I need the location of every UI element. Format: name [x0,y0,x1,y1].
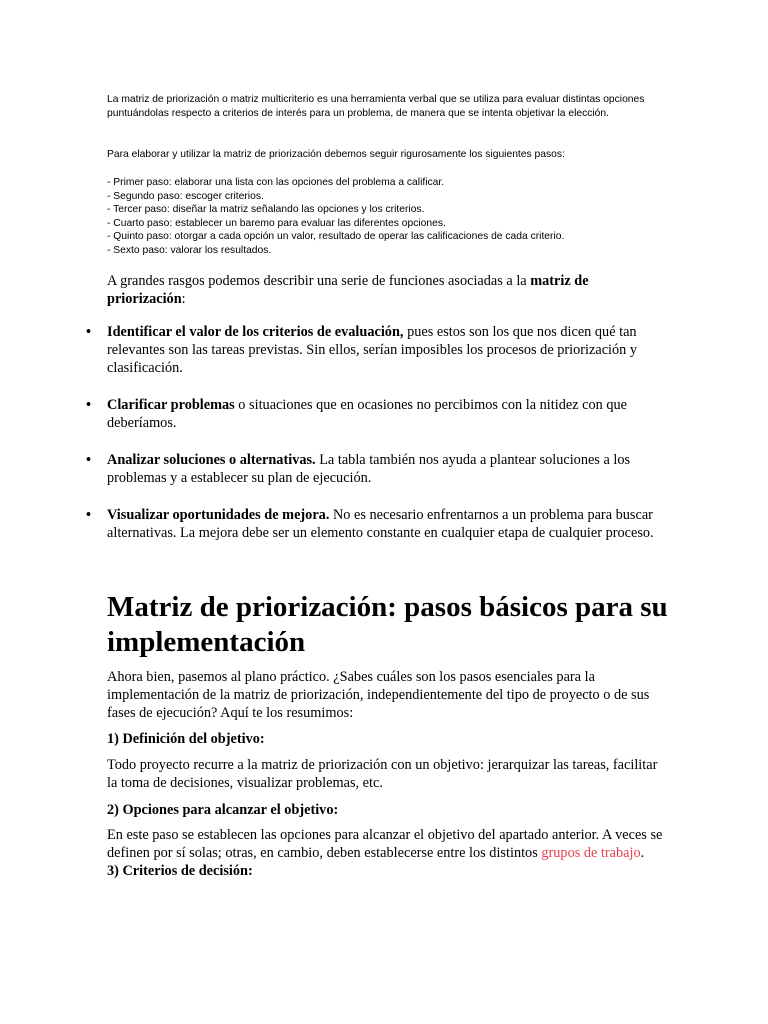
functions-lead [107,272,667,308]
step-item: - Cuarto paso: establecer un baremo para evaluar las diferentes opciones. [107,217,446,229]
step-item: - Quinto paso: otorgar a cada opción un valor, resultado de operar las calificaciones de cada criterio. [107,231,565,242]
step2-end: . [640,845,645,861]
step1-heading: 1) Definición del objetivo: [107,731,265,747]
step-item: - Sexto paso: valorar los resultados. [107,244,272,256]
lead-text: A grandes rasgos podemos describir una serie de funciones asociadas a la [107,273,531,289]
bullet-icon: • [86,452,92,468]
grupos-de-trabajo-link[interactable]: grupos de trabajo [541,845,641,861]
function-title: Analizar soluciones o alternativas. [107,452,316,468]
function-text: La tabla también nos ayuda a plantear soluciones a los problemas y a establecer su plan de ejecución. [107,452,631,486]
steps-list [107,176,667,257]
lead-bold: matriz de priorización [107,273,589,307]
bullet-icon: • [86,507,92,523]
function-title: Visualizar oportunidades de mejora. [107,507,330,523]
section-heading: Matriz de priorización: pasos básicos para su implementación [107,591,668,658]
section-intro: Ahora bien, pasemos al plano práctico. ¿Sabes cuáles son los pasos esenciales para la implementación de la matriz de priorización, independientemente del tipo de proyecto o de sus fases de ejecución? Aquí te los resumimos: [107,669,650,721]
step-item: - Tercer paso: diseñar la matriz señalando las opciones y los criterios. [107,204,425,215]
function-title: Identificar el valor de los criterios de evaluación, [107,324,404,340]
functions-list [86,323,686,558]
intro-paragraph: La matriz de priorización o matriz multicriterio es una herramienta verbal que se utiliza para evaluar distintas opciones puntuándolas respecto a criterios de interés para un problema, de manera que se intenta objetivar la elección. [107,94,645,119]
function-text: pues estos son los que nos dicen qué tan relevantes son las tareas previstas. Sin ellos, serían imposibles los procesos de priorización y clasificación. [107,324,638,376]
step1-text: Todo proyecto recurre a la matriz de priorización con un objetivo: jerarquizar las tareas, facilitar la toma de decisiones, visualizar problemas, etc. [107,757,658,791]
function-item [86,323,686,377]
function-item [86,396,686,432]
function-title: Clarificar problemas [107,397,235,413]
step3-heading: 3) Criterios de decisión: [107,863,253,879]
function-text: o situaciones que en ocasiones no percibimos con la nitidez con que deberíamos. [107,397,627,431]
function-text: No es necesario enfrentarnos a un problema para buscar alternativas. La mejora debe ser un elemento constante en cualquier etapa de cualquier proceso. [107,507,654,541]
step2-text [107,826,667,862]
step-item: - Segundo paso: escoger criterios. [107,190,264,202]
bullet-icon: • [86,397,92,413]
function-item [86,506,686,542]
lead-end: : [181,291,186,307]
step2-body: En este paso se establecen las opciones para alcanzar el objetivo del apartado anterior. A veces se definen por sí solas; otras, en cambio, deben establecerse entre los distintos [107,827,663,861]
step2-heading: 2) Opciones para alcanzar el objetivo: [107,802,339,818]
step-item: - Primer paso: elaborar una lista con las opciones del problema a calificar. [107,177,445,188]
function-item [86,451,686,487]
steps-intro: Para elaborar y utilizar la matriz de priorización debemos seguir rigurosamente los siguientes pasos: [107,149,565,160]
bullet-icon: • [86,324,92,340]
